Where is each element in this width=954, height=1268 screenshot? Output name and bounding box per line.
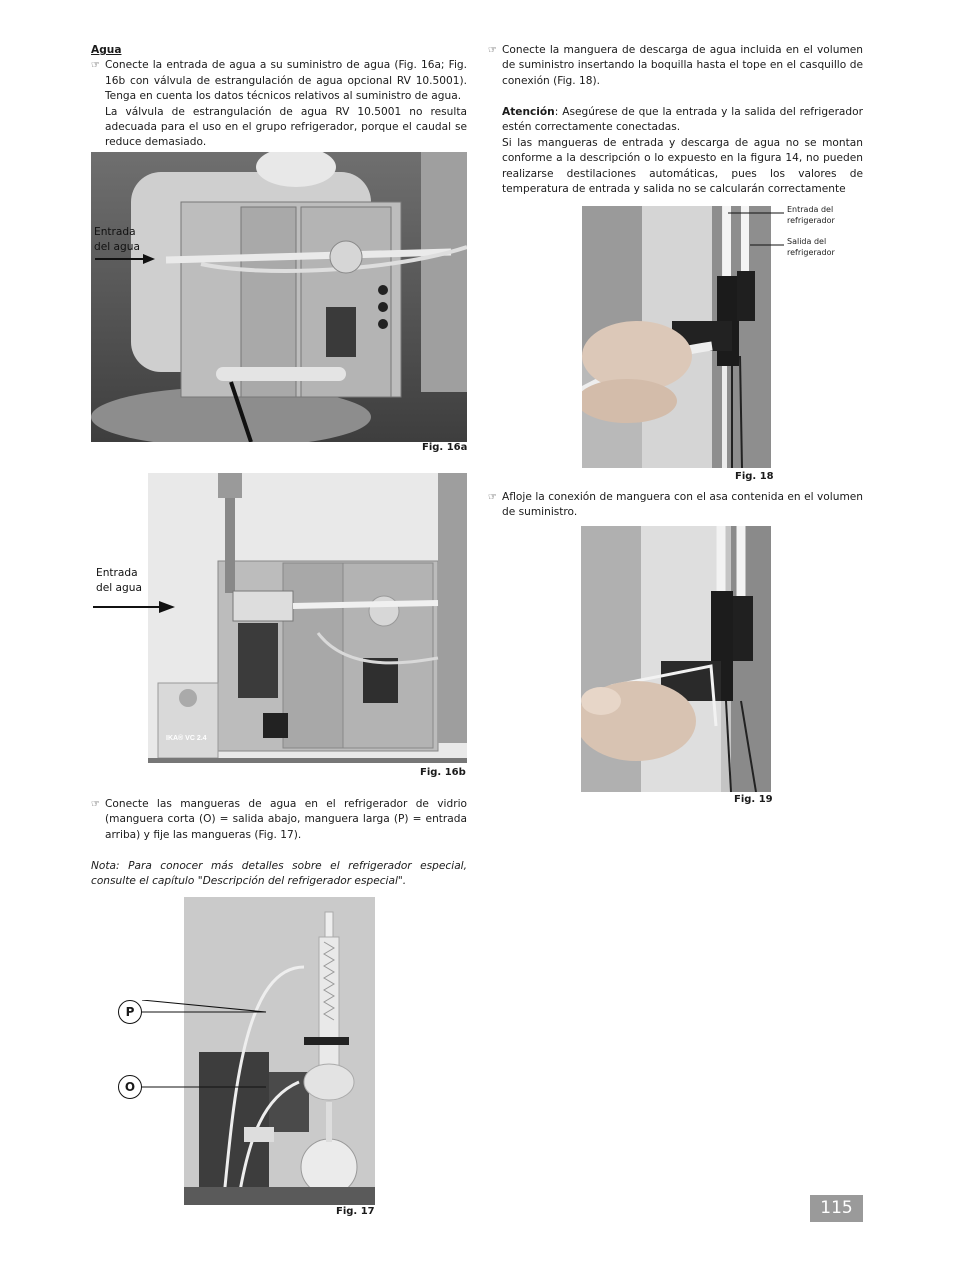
attention-block: Atención: Asegúrese de que la entrada y la salida del refrigerador estén correctamente conectadas. Si las mangueras de entrada y descarga de agua no se montan conforme a la descripción o lo expuesto en la figura 14, no pueden realizarse destilaciones automáticas, pues los valores de temperatura de entrada y salida no se calcularán correctamente (502, 106, 863, 196)
label-cooler-inlet: Entrada del refrigerador (787, 205, 835, 225)
caption-fig-16b: Fig. 16b (420, 767, 466, 778)
pointing-hand-icon: ☞ (91, 799, 100, 810)
caption-fig-19: Fig. 19 (734, 794, 773, 805)
paragraph-water-inlet: ☞ Conecte la entrada de agua a su suministro de agua (Fig. 16a; Fig. 16b con válvula de estrangulación de agua opcional RV 10.5001). Tenga en cuenta los datos técnicos relativos al suministro de agua. La válvula de estrangulación de agua RV 10.5001 no resulta adecuada para el uso en el grupo refrigerador, porque el caudal se reduce demasiado. (91, 59, 467, 149)
page-number: 115 (810, 1195, 863, 1222)
label-water-inlet-16a: Entrada del agua (94, 226, 140, 253)
right-paragraph-loosen: ☞ Afloje la conexión de manguera con el asa contenida en el volumen de suministro. (488, 491, 863, 519)
caption-fig-17: Fig. 17 (336, 1206, 375, 1217)
pointing-hand-icon: ☞ (488, 492, 497, 503)
caption-fig-16a: Fig. 16a (422, 442, 468, 453)
section-heading-agua: Agua (91, 44, 122, 56)
attention-label: Atención (502, 106, 555, 118)
callout-o: O (118, 1075, 142, 1099)
caption-fig-18: Fig. 18 (735, 471, 774, 482)
photo-fig-19 (581, 526, 771, 792)
right-intro-block (488, 43, 863, 89)
callout-p: P (118, 1000, 142, 1024)
left-paragraph-hoses: ☞ Conecte las mangueras de agua en el refrigerador de vidrio (manguera corta (O) = salida abajo, manguera larga (P) = entrada arriba) y fije las mangueras (Fig. 17). (91, 798, 467, 841)
paragraph-discharge-hose: ☞ Conecte la manguera de descarga de agua incluida en el volumen de suministro insertando la boquilla hasta el tope en el casquillo de conexión (Fig. 18). (488, 44, 863, 87)
callout-lines-fig18 (728, 210, 788, 250)
device-brand-label: IKA® VC 2.4 (166, 735, 207, 742)
label-water-inlet-16b: Entrada del agua (96, 567, 142, 594)
photo-fig-16b (148, 473, 467, 763)
photo-fig-16a (91, 152, 467, 442)
arrow-right-icon (95, 253, 155, 265)
left-intro-block (91, 43, 467, 151)
label-cooler-outlet: Salida del refrigerador (787, 237, 835, 257)
pointing-hand-icon: ☞ (91, 60, 100, 72)
note-paragraph: Nota: Para conocer más detalles sobre el refrigerador especial, consulte el capítulo "Descripción del refrigerador especial". (91, 860, 467, 888)
pointing-hand-icon: ☞ (488, 45, 497, 56)
arrow-right-icon (93, 600, 175, 614)
callout-lines (140, 1000, 270, 1100)
